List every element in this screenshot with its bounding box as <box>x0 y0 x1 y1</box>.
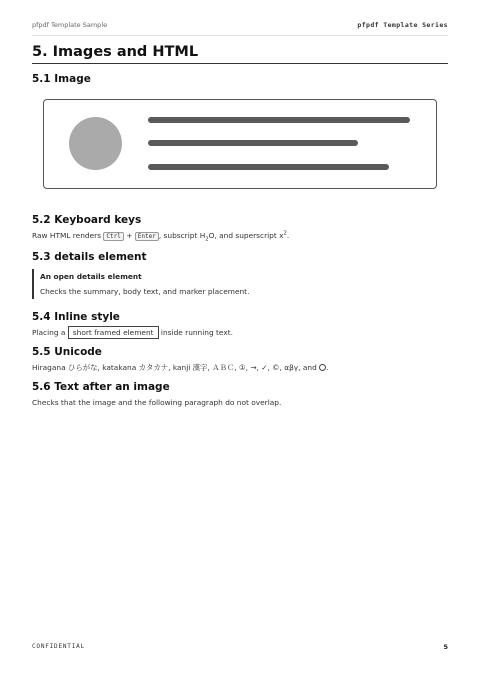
subsection-heading-keyboard: 5.2 Keyboard keys <box>32 214 142 226</box>
image-line-bar <box>148 117 410 123</box>
keyboard-text-end: . <box>286 231 290 240</box>
after-image-paragraph: Checks that the image and the following paragraph do not overlap. <box>32 398 282 407</box>
placeholder-image <box>43 99 437 189</box>
image-avatar-circle <box>69 117 122 170</box>
keyboard-text-prefix: Raw HTML renders <box>32 231 102 240</box>
details-summary[interactable]: An open details element <box>40 272 142 281</box>
details-body: Checks the summary, body text, and marker placement. <box>40 287 250 296</box>
kbd-ctrl: Ctrl <box>103 232 123 241</box>
footer-confidential: CONFIDENTIAL <box>32 643 85 650</box>
keyboard-text-mid: , subscript H <box>158 231 206 240</box>
running-header <box>32 21 448 36</box>
inline-suffix: inside running text. <box>160 328 233 337</box>
subsection-heading-after-image: 5.6 Text after an image <box>32 381 170 393</box>
subsection-heading-details: 5.3 details element <box>32 251 147 263</box>
section-heading: 5. Images and HTML <box>32 44 448 64</box>
unicode-text: Hiragana ひらがな, katakana カタカナ, kanji 漢字, ＡＢＣ, ①, →, ✓, ©, αβγ, and <box>32 363 320 372</box>
keyboard-paragraph <box>32 230 448 242</box>
image-line-bar <box>148 164 389 170</box>
running-footer <box>32 643 448 651</box>
header-right-text: pfpdf Template Series <box>357 21 448 29</box>
inline-paragraph <box>32 327 448 338</box>
superscript-text: 2 <box>283 230 287 237</box>
image-line-bar <box>148 140 358 146</box>
details-element <box>32 269 448 299</box>
unicode-text-end: . <box>326 363 329 372</box>
framed-element: short framed element <box>68 326 159 339</box>
kbd-plus: + <box>126 231 133 240</box>
keyboard-text-mid2: O, and superscript x <box>208 231 284 240</box>
header-left-text: pfpdf Template Sample <box>32 21 108 29</box>
page-content <box>32 40 448 408</box>
subscript-text: 2 <box>205 236 209 243</box>
subsection-heading-image: 5.1 Image <box>32 73 91 85</box>
subsection-heading-unicode: 5.5 Unicode <box>32 346 102 358</box>
page-number: 5 <box>443 643 448 651</box>
unicode-paragraph <box>32 362 448 373</box>
inline-prefix: Placing a <box>32 328 66 337</box>
kbd-enter: Enter <box>135 232 159 241</box>
subsection-heading-inline: 5.4 Inline style <box>32 311 120 323</box>
